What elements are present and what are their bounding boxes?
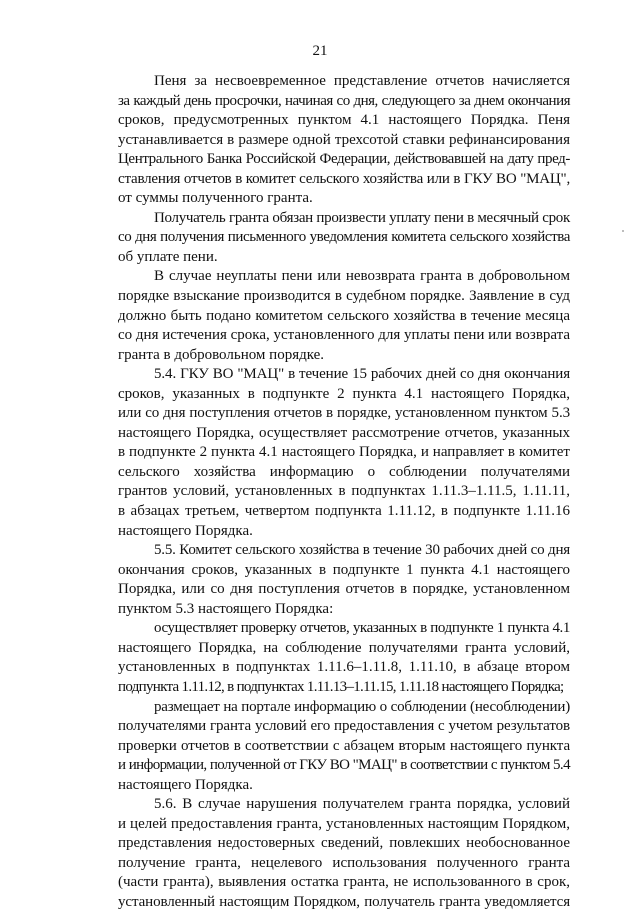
- text-line: размещает на портале информацию о соблюдении (несоблюдении): [154, 698, 570, 715]
- text-line: установленных в подпунктах 1.11.6–1.11.8, 1.11.10, в абзаце втором: [118, 659, 570, 676]
- text-line: сроков, предусмотренных пунктом 4.1 настоящего Порядка. Пеня: [118, 112, 570, 129]
- text-line: Получатель гранта обязан произвести уплату пени в месячный срок: [154, 209, 570, 226]
- text-line: окончания сроков, указанных в подпункте 1 пункта 4.1 настоящего: [118, 561, 570, 578]
- document-body: [82, 72, 570, 913]
- text-line: гранта в добровольном порядке.: [118, 346, 325, 363]
- text-line: установленный настоящим Порядком, получатель гранта уведомляется: [118, 893, 570, 910]
- paragraph: [82, 365, 570, 541]
- page-number: 21: [312, 43, 328, 59]
- text-line: осуществляет проверку отчетов, указанных в подпункте 1 пункта 4.1: [154, 620, 570, 637]
- paragraph: [82, 209, 570, 268]
- text-line: и информации, полученной от ГКУ ВО "МАЦ" в соответствии с пунктом 5.4: [118, 757, 570, 774]
- paragraph: [82, 619, 570, 697]
- paragraph: [82, 541, 570, 619]
- text-line: от суммы полученного гранта.: [118, 190, 313, 207]
- text-line: должно быть подано комитетом сельского хозяйства в течение месяца: [118, 307, 570, 324]
- text-line: настоящего Порядка, на соблюдение получателями гранта условий,: [118, 639, 570, 656]
- text-line: устанавливается в размере одной трехсотой ставки рефинансирования: [118, 131, 570, 148]
- paragraph: [82, 72, 570, 209]
- text-line: получателями гранта условий его предоставления с учетом результатов: [118, 718, 570, 735]
- scan-artifact: [622, 230, 624, 232]
- text-line: со дня получения письменного уведомления комитета сельского хозяйства: [118, 229, 570, 246]
- text-line: сроков, указанных в подпункте 2 пункта 4.1 настоящего Порядка,: [118, 385, 570, 402]
- text-line: порядке взыскание производится в судебном порядке. Заявление в суд: [118, 288, 570, 305]
- text-line: и целей предоставления гранта, установленных настоящим Порядком,: [118, 815, 570, 832]
- text-line: в подпункте 2 пункта 4.1 настоящего Порядка, и направляет в комитет: [118, 444, 570, 461]
- text-line: представления недостоверных сведений, повлекших необоснованное: [118, 835, 570, 852]
- text-line: сельского хозяйства информацию о соблюдении получателями: [118, 463, 570, 480]
- text-line: грантов условий, установленных в подпунктах 1.11.3–1.11.5, 1.11.11,: [118, 483, 570, 500]
- text-line: В случае неуплаты пени или невозврата гранта в добровольном: [154, 268, 570, 285]
- text-line: подпункта 1.11.12, в подпунктах 1.11.13–1.11.15, 1.11.18 настоящего Порядка;: [118, 678, 564, 695]
- paragraph: [82, 795, 570, 912]
- text-line: настоящего Порядка.: [118, 776, 253, 793]
- text-line: настоящего Порядка.: [118, 522, 253, 539]
- paragraph: [82, 267, 570, 365]
- text-line: получение гранта, нецелевого использования полученного гранта: [118, 854, 570, 871]
- text-line: проверки отчетов в соответствии с абзацем вторым настоящего пункта: [118, 737, 570, 754]
- text-line: 5.4. ГКУ ВО "МАЦ" в течение 15 рабочих дней со дня окончания: [154, 366, 570, 383]
- text-line: или со дня поступления отчетов в порядке, установленном пунктом 5.3: [118, 405, 570, 422]
- text-line: Пеня за несвоевременное представление отчетов начисляется: [154, 73, 570, 89]
- text-line: пунктом 5.3 настоящего Порядка:: [118, 600, 334, 617]
- text-line: 5.5. Комитет сельского хозяйства в течение 30 рабочих дней со дня: [154, 542, 570, 559]
- text-line: об уплате пени.: [118, 248, 218, 265]
- text-line: настоящего Порядка, осуществляет рассмотрение отчетов, указанных: [118, 424, 570, 441]
- text-line: Порядка, или со дня поступления отчетов в порядке, установленном: [118, 581, 570, 598]
- text-line: за каждый день просрочки, начиная со дня, следующего за днем окончания: [118, 92, 570, 109]
- text-line: ставления отчетов в комитет сельского хозяйства или в ГКУ ВО "МАЦ",: [118, 170, 570, 187]
- text-line: Центрального Банка Российской Федерации, действовавшей на дату пред-: [118, 151, 570, 168]
- text-line: 5.6. В случае нарушения получателем гранта порядка, условий: [154, 796, 570, 813]
- text-line: в абзацах третьем, четвертом подпункта 1.11.12, в подпункте 1.11.16: [118, 503, 570, 520]
- text-line: (части гранта), выявления остатка гранта, не использованного в срок,: [118, 874, 570, 891]
- paragraph: [82, 698, 570, 796]
- text-line: со дня истечения срока, установленного для уплаты пени или возврата: [118, 327, 571, 344]
